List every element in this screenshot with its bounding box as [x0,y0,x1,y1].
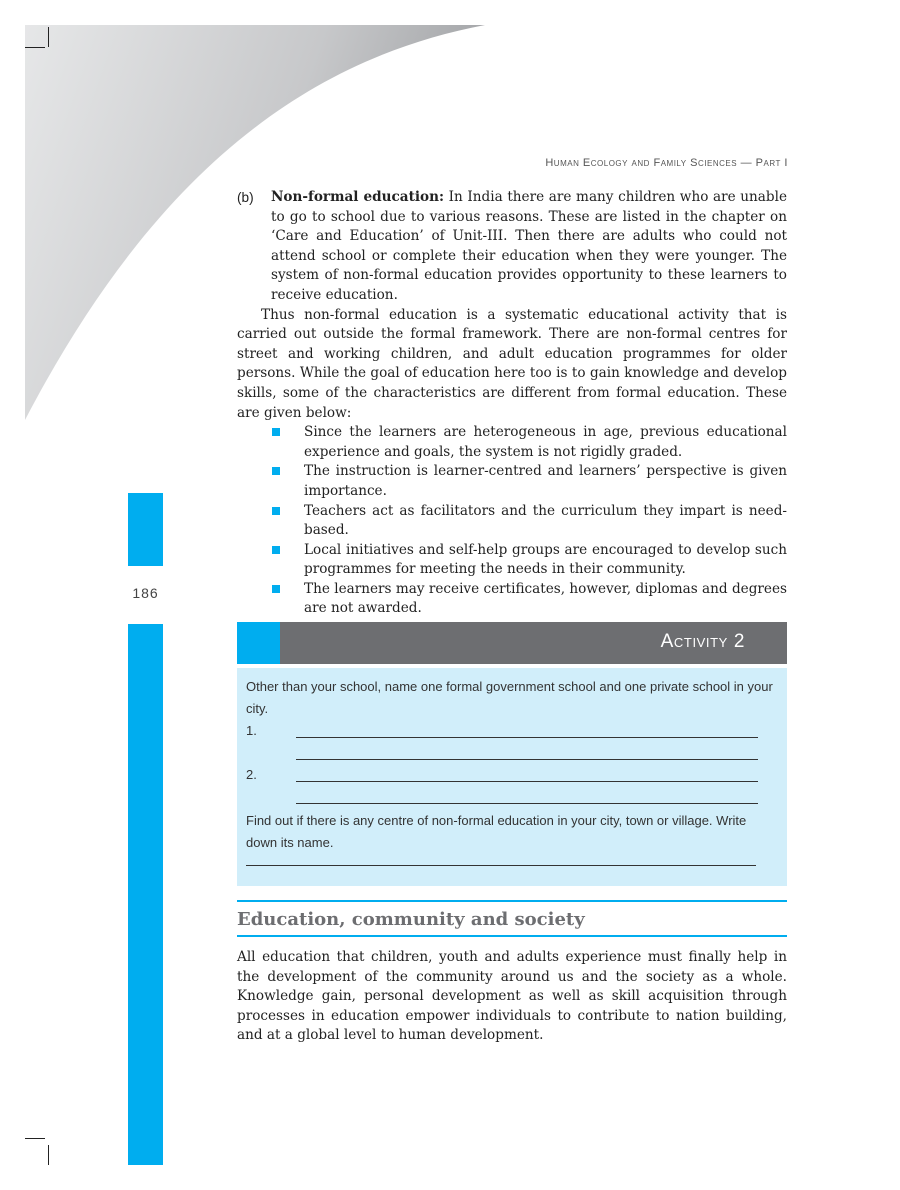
main-text [237,188,787,619]
section-rule-bottom [237,935,787,937]
answer-row-2b [246,786,778,808]
activity-box [237,622,787,886]
activity-accent [237,622,280,664]
activity-question-2: Find out if there is any centre of non-formal education in your city, town or village. Write down its name. [246,813,747,850]
list-item: Teachers act as facilitators and the curriculum they impart is need-based. [304,502,787,541]
answer-line[interactable] [296,803,758,804]
answer-number: 1. [246,723,257,738]
crop-mark [48,27,49,47]
answer-line[interactable] [296,737,758,738]
item-heading: Non-formal education: [271,189,445,205]
answer-number: 2. [246,767,257,782]
bullet-icon [272,507,280,515]
list-item: The instruction is learner-centred and learners’ perspective is given importance. [304,462,787,501]
list-item: Local initiatives and self-help groups are encouraged to develop such programmes for meeting the needs in their community. [304,541,787,580]
answer-line[interactable] [296,781,758,782]
answer-line[interactable] [296,759,758,760]
crop-mark [48,1145,49,1165]
bullet-list [237,423,787,619]
bullet-icon [272,585,280,593]
page-number: 186 [132,585,159,601]
answer-line[interactable] [246,865,756,866]
answer-row-1 [246,720,778,742]
activity-body [237,668,787,886]
answer-row-2 [246,764,778,786]
running-head: Human Ecology and Family Sciences — Part I [545,157,788,169]
item-text: In India there are many children who are unable to go to school due to various reasons. These are listed in the chapter on ‘Care and Education’ of Unit-III. Then there are adults who could not attend school or complete their education when they were younger. The system of non-formal education provides opportunity to these learners to receive education. [271,189,787,303]
section-rule-top [237,900,787,902]
answer-row-1b [246,742,778,764]
activity-question-1: Other than your school, name one formal government school and one private school in your city. [246,679,773,716]
side-bar [128,493,163,566]
list-item: The learners may receive certificates, however, diplomas and degrees are not awarded. [304,580,787,619]
bullet-icon [272,467,280,475]
paragraph: Thus non-formal education is a systematic educational activity that is carried out outside the formal framework. There are non-formal centres for street and working children, and adult education programmes for older persons. While the goal of education here too is to gain knowledge and develop skills, some of the characteristics are different from formal education. These are given below: [237,306,787,421]
list-item: Since the learners are heterogeneous in age, previous educational experience and goals, the system is not rigidly graded. [304,423,787,462]
bullet-icon [272,546,280,554]
list-item-b [237,188,787,306]
activity-header [237,622,787,664]
item-marker: (b) [237,190,254,205]
crop-mark [25,47,45,48]
section-title: Education, community and society [237,909,585,930]
activity-title: Activity 2 [660,631,745,652]
closing-paragraph: All education that children, youth and adults experience must finally help in the development of the community around us and the society as a whole. Knowledge gain, personal development as well as skill acquisition through processes in education empower individuals to contribute to nation building, and at a global level to human development. [237,949,787,1044]
side-bar [128,624,163,1165]
bullet-icon [272,428,280,436]
crop-mark [25,1138,45,1139]
